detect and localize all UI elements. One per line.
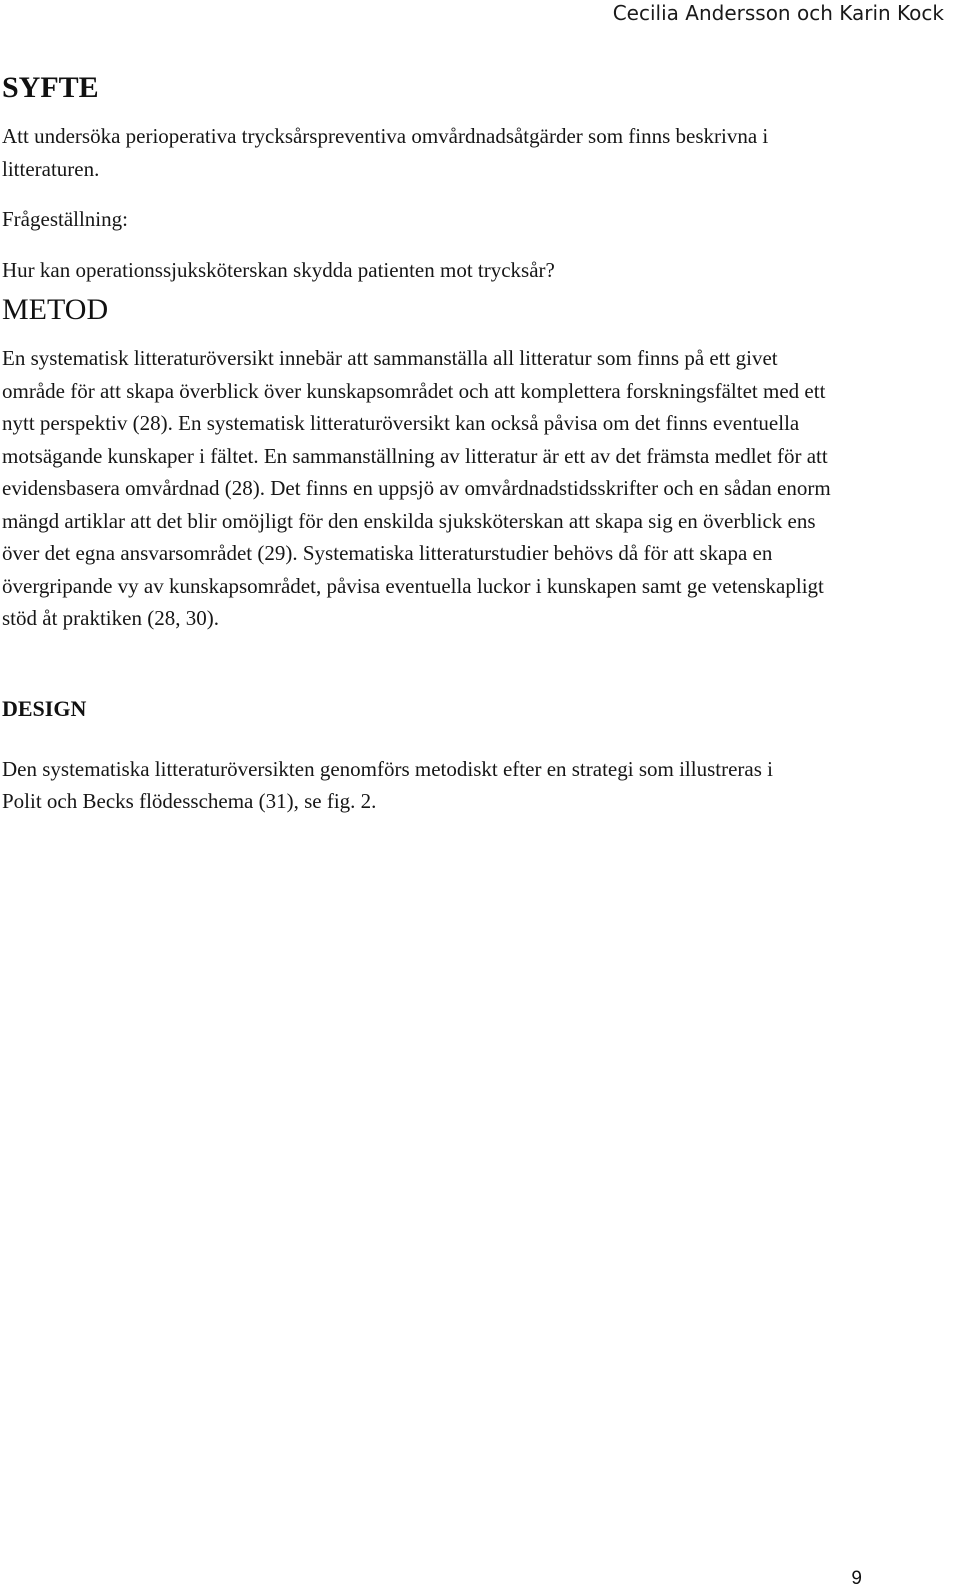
section-heading-design: DESIGN — [2, 695, 87, 721]
metod-paragraph: En systematisk litteraturöversikt innebär att sammanställa all litteratur som finns på ett givet område för att skapa överblick över kunskapsområdet och att komplettera forskningsfältet med ett nytt perspektiv (28). En systematisk litteraturöversikt kan också påvisa om det finns eventuella motsägande kunskaper i fältet. En sammanställning av litteratur är ett av det främsta medlet för att evidensbasera omvårdnad (28). Det finns en uppsjö av omvårdnadstidsskrifter och en sådan enorm mängd artiklar att det blir omöjligt för den enskilda sjuksköterskan att skapa sig en överblick ens över det egna ansvarsområdet (29). Systematiska litteraturstudier behövs då för att skapa en övergripande vy av kunskapsområdet, påvisa eventuella luckor i kunskapen samt ge vetenskapligt stöd åt praktiken (28, 30). — [2, 346, 831, 630]
research-question: Hur kan operationssjuksköterskan skydda patienten mot trycksår? — [2, 257, 555, 282]
question-label: Frågeställning: — [2, 207, 128, 231]
section-heading-metod: METOD — [2, 293, 109, 326]
running-header-author: Cecilia Andersson och Karin Kock — [612, 1, 944, 25]
page-body — [2, 70, 942, 818]
page-number: 9 — [851, 1568, 862, 1589]
syfte-paragraph: Att undersöka perioperativa trycksårspreventiva omvårdnadsåtgärder som finns beskrivna i litteraturen. — [2, 124, 769, 181]
section-heading-syfte: SYFTE — [2, 71, 99, 104]
design-paragraph: Den systematiska litteraturöversikten genomförs metodiskt efter en strategi som illustreras i Polit och Becks flödesschema (31), se fig. 2. — [2, 756, 773, 813]
